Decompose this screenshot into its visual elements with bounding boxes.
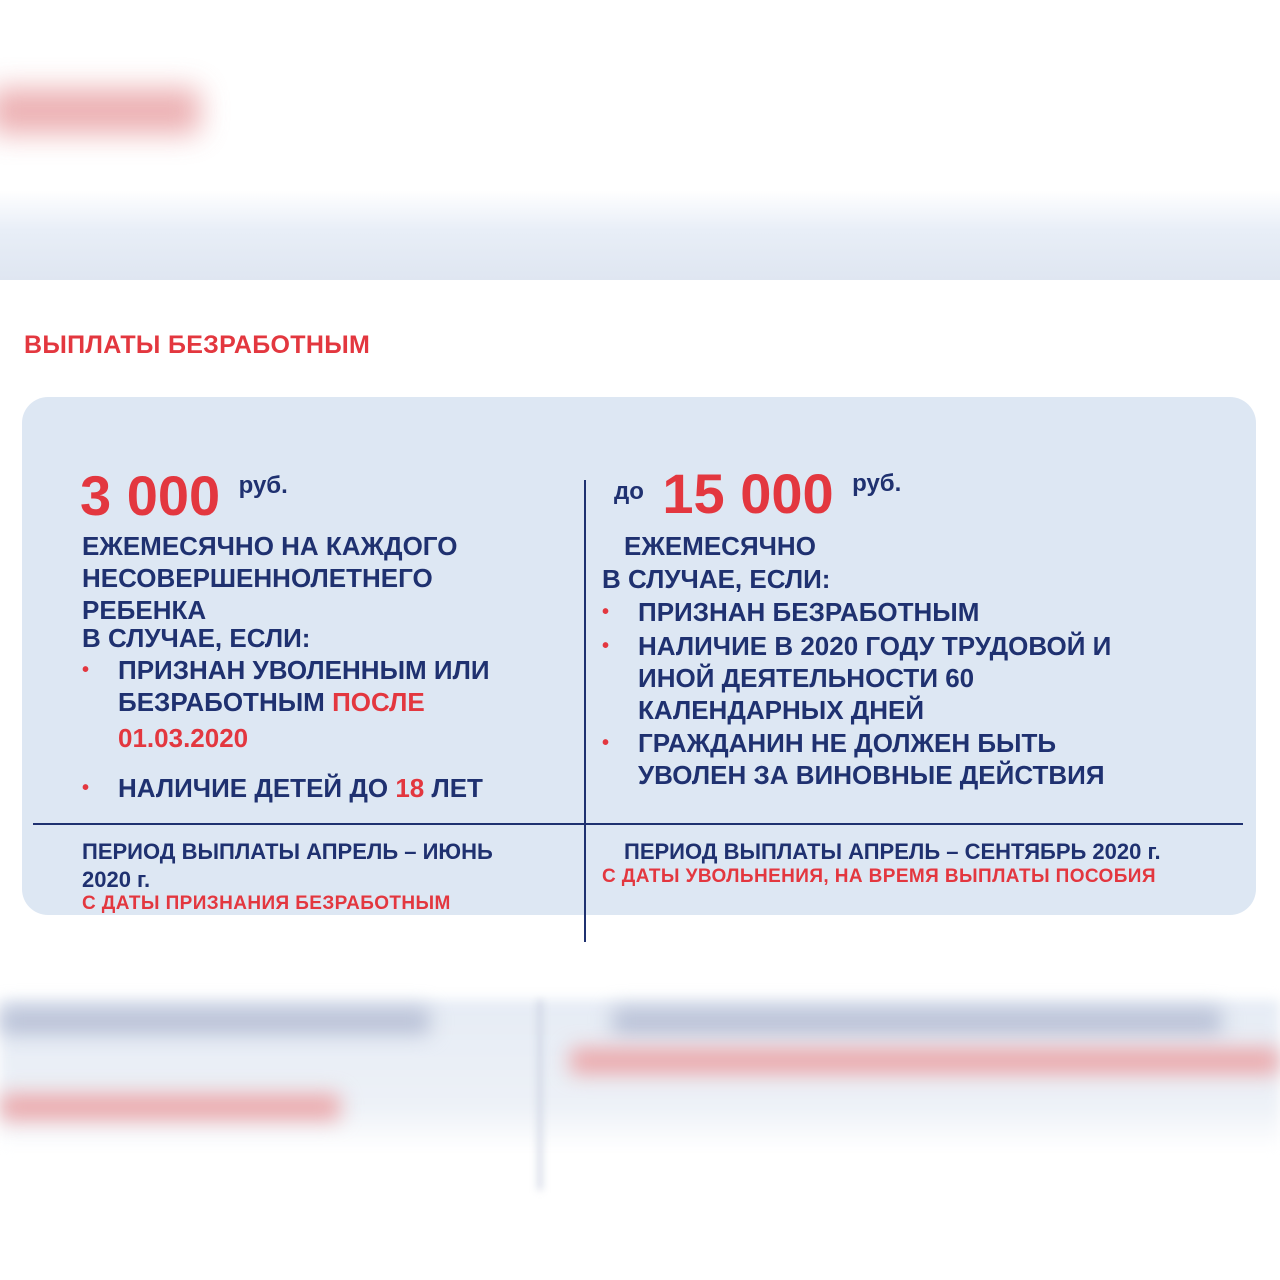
horizontal-divider [33, 823, 1243, 825]
right-period-note: С ДАТЫ УВОЛЬНЕНИЯ, НА ВРЕМЯ ВЫПЛАТЫ ПОСОБИЯ [602, 866, 1156, 887]
blurred-heading-decoration [0, 88, 200, 134]
left-desc-line: ЕЖЕМЕСЯЧНО НА КАЖДОГО [82, 531, 458, 561]
blurred-bar [0, 1094, 340, 1120]
bullet-dot: • [602, 601, 610, 623]
right-amount-row [614, 462, 902, 525]
left-bullet1-line: ПРИЗНАН УВОЛЕННЫМ ИЛИ [118, 655, 490, 685]
right-bullet3-line: УВОЛЕН ЗА ВИНОВНЫЕ ДЕЙСТВИЯ [638, 760, 1105, 790]
right-desc-line: В СЛУЧАЕ, ЕСЛИ: [602, 564, 831, 594]
blurred-bar [612, 1008, 1222, 1034]
left-bullet2-suffix: ЛЕТ [431, 773, 483, 803]
left-currency: руб. [238, 472, 288, 499]
left-bullet1-line2 [118, 686, 425, 718]
right-period: ПЕРИОД ВЫПЛАТЫ АПРЕЛЬ – СЕНТЯБРЬ 2020 г. [624, 839, 1161, 864]
left-amount: 3 000 [80, 464, 221, 527]
left-desc-line: НЕСОВЕРШЕННОЛЕТНЕГО [82, 563, 433, 593]
right-bullet1-line: ПРИЗНАН БЕЗРАБОТНЫМ [638, 597, 980, 627]
right-desc-line: ЕЖЕМЕСЯЧНО [624, 531, 816, 561]
right-bullet2-line: КАЛЕНДАРНЫХ ДНЕЙ [638, 695, 925, 725]
bullet-dot: • [82, 777, 90, 799]
left-amount-row [80, 464, 288, 527]
right-bullet2-line: НАЛИЧИЕ В 2020 ГОДУ ТРУДОВОЙ И [638, 631, 1112, 661]
left-bullet1-text: БЕЗРАБОТНЫМ [118, 687, 325, 717]
right-currency: руб. [852, 470, 902, 497]
blurred-top-band [0, 190, 1280, 280]
bullet-dot: • [602, 732, 610, 754]
right-bullet2-line: ИНОЙ ДЕЯТЕЛЬНОСТИ 60 [638, 663, 975, 693]
left-bullet1-highlight: ПОСЛЕ [332, 687, 425, 717]
left-desc-line: РЕБЕНКА [82, 595, 207, 625]
left-bullet2 [118, 772, 483, 804]
blurred-divider [538, 1000, 542, 1190]
left-period-line: 2020 г. [82, 867, 151, 892]
right-amount: 15 000 [662, 462, 834, 525]
left-period-note: С ДАТЫ ПРИЗНАНИЯ БЕЗРАБОТНЫМ [82, 893, 451, 914]
page-title: ВЫПЛАТЫ БЕЗРАБОТНЫМ [24, 331, 371, 359]
left-desc-line: В СЛУЧАЕ, ЕСЛИ: [82, 623, 311, 653]
blurred-bar [0, 1008, 430, 1034]
right-bullet3-line: ГРАЖДАНИН НЕ ДОЛЖЕН БЫТЬ [638, 728, 1057, 758]
left-bullet1-date: 01.03.2020 [118, 723, 249, 753]
right-amount-prefix: до [614, 478, 644, 505]
bullet-dot: • [602, 635, 610, 657]
left-period-line: ПЕРИОД ВЫПЛАТЫ АПРЕЛЬ – ИЮНЬ [82, 839, 493, 864]
left-bullet2-number: 18 [395, 773, 425, 803]
blurred-bar [570, 1048, 1280, 1074]
vertical-divider [584, 480, 586, 942]
left-bullet2-prefix: НАЛИЧИЕ ДЕТЕЙ ДО [118, 773, 389, 803]
bullet-dot: • [82, 659, 90, 681]
